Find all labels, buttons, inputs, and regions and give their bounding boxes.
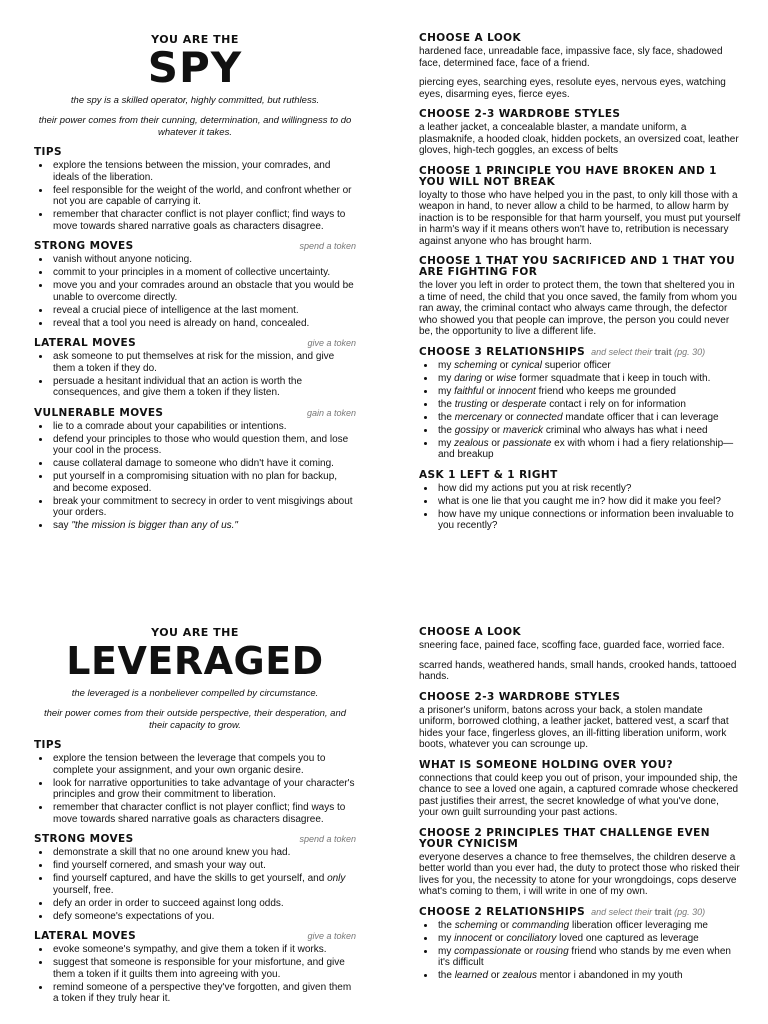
tip-item: • look for narrative opportunities to take advantage of your character's principles and grow their commitment to liberation.	[51, 778, 356, 801]
move-item: • defend your principles to those who would question them, and lose your cool in the process.	[51, 434, 356, 457]
relationship-item: • the trusting or desperate contact i rely on for information	[436, 399, 741, 411]
question-item: • how did my actions put you at risk recently?	[436, 483, 741, 495]
move-item: • remind someone of a perspective they've forgotten, and given them a token if they truly hear it.	[51, 982, 356, 1005]
you-are-the-label: YOU ARE THE	[151, 626, 239, 639]
tip-item: • remember that character conflict is not player conflict; find ways to move towards shared narrative goals as characters disagree.	[51, 209, 356, 232]
holding-heading: WHAT IS SOMEONE HOLDING OVER YOU?	[419, 758, 674, 771]
tips-heading: TIPS	[34, 739, 62, 751]
wardrobe-heading: CHOOSE 2-3 WARDROBE STYLES	[419, 108, 621, 120]
ask-list	[419, 483, 741, 532]
move-item: • evoke someone's sympathy, and give them a token if it works.	[51, 944, 356, 956]
relationships-list	[419, 360, 741, 461]
principle-heading: CHOOSE 1 PRINCIPLE YOU HAVE BROKEN AND 1 YOU WILL NOT BREAK	[419, 164, 717, 188]
relationship-item: • my compassionate or rousing friend who stands by me even when it's difficult	[436, 946, 741, 969]
strong-moves-note: spend a token	[299, 241, 356, 251]
spy-right-column	[419, 0, 741, 533]
principles-heading: CHOOSE 2 PRINCIPLES THAT CHALLENGE EVEN YOUR CYNICISM	[419, 826, 710, 850]
lateral-moves-list	[34, 351, 356, 399]
playbook-power: their power comes from their outside perspective, their desperation, and their capacity to grow.	[43, 708, 347, 731]
question-item: • how have my unique connections or information been invaluable to you recently?	[436, 509, 741, 532]
tips-list	[34, 160, 356, 232]
move-item: • put yourself in a compromising situation with no plan for backup, and become exposed.	[51, 471, 356, 494]
look-hands: scarred hands, weathered hands, small hands, crooked hands, tattooed hands.	[419, 659, 737, 682]
principles-text: everyone deserves a chance to free themselves, the children deserve a better world than you ever had, the duty to protect those who risked their lives for you, the necessity to atone for your wrongdoings, cops deserve what's coming to them, i will write in one of my own.	[419, 851, 740, 897]
principle-text: loyalty to those who have helped you in the past, to only kill those with a weapon in hand, to never allow a child to be harmed, to allow harm by inaction is to be responsible for that harm yourself, you must put yourself in harm's way if it means others won't have to, retribution is necessary against anyone who has brought harm.	[419, 189, 741, 247]
lateral-moves-list	[34, 944, 356, 1005]
strong-moves-note: spend a token	[299, 834, 356, 844]
vulnerable-moves-heading: VULNERABLE MOVES gain a token	[34, 406, 356, 419]
strong-moves-heading: STRONG MOVES spend a token	[34, 240, 356, 252]
relationships-heading: CHOOSE 3 RELATIONSHIPS and select their trait (pg. 30)	[419, 345, 706, 358]
move-item: • say "the mission is bigger than any of us."	[51, 520, 356, 532]
lateral-moves-heading: LATERAL MOVES give a token	[34, 930, 356, 942]
leveraged-header	[34, 627, 356, 731]
wardrobe-heading: CHOOSE 2-3 WARDROBE STYLES	[419, 690, 621, 703]
playbook-title: SPY	[147, 42, 243, 92]
tip-item: • explore the tensions between the mission, your comrades, and ideals of the liberation.	[51, 160, 356, 183]
holding-text: connections that could keep you out of prison, your impounded ship, the chance to see a loved one again, a captured comrade whose checkered past justifies their arrest, the secret knowledge of what you've done, your own guilt surrounding your past actions.	[419, 772, 739, 818]
relationship-item: • the mercenary or connected mandate officer that i can leverage	[436, 412, 741, 424]
lateral-moves-note: give a token	[307, 338, 356, 348]
tips-list	[34, 753, 356, 825]
tips-heading: TIPS	[34, 146, 62, 158]
vulnerable-moves-note: gain a token	[306, 407, 356, 418]
relationship-item: • the learned or zealous mentor i abandoned in my youth	[436, 970, 741, 982]
look-heading: CHOOSE A LOOK	[419, 626, 522, 638]
relationship-item: • the gossipy or maverick criminal who always has what i need	[436, 425, 741, 437]
move-item: • defy an order in order to succeed against long odds.	[51, 898, 356, 910]
move-item: • ask someone to put themselves at risk for the mission, and give them a token if they do.	[51, 351, 356, 374]
wardrobe-text: a leather jacket, a concealable blaster, a mandate uniform, a plasmaknife, a hooded cloak, hidden pockets, an oversized coat, leather gloves, high-tech goggles, an excess of belts	[419, 122, 739, 156]
question-item: • what is one lie that you caught me in? how did it make you feel?	[436, 496, 741, 508]
relationship-item: • my zealous or passionate ex with whom i had a fiery relationship—and breakup	[436, 438, 741, 461]
move-item: • reveal a crucial piece of intelligence at the last moment.	[51, 305, 356, 317]
lateral-moves-note: give a token	[307, 931, 356, 941]
move-item: • reveal that a tool you need is already on hand, concealed.	[51, 318, 356, 330]
relationships-heading: CHOOSE 2 RELATIONSHIPS and select their trait (pg. 30)	[419, 905, 706, 918]
strong-moves-list	[34, 847, 356, 922]
move-item: • demonstrate a skill that no one around knew you had.	[51, 847, 356, 859]
relationship-item: • the scheming or commanding liberation officer leveraging me	[436, 920, 741, 932]
move-item: • find yourself captured, and have the skills to get yourself, and only yourself, free.	[51, 873, 356, 896]
tip-item: • remember that character conflict is not player conflict; find ways to move towards shared narrative goals as characters disagree.	[51, 802, 356, 825]
move-item: • lie to a comrade about your capabilities or intentions.	[51, 421, 356, 433]
you-are-the-label: YOU ARE THE	[151, 33, 239, 46]
look-heading: CHOOSE A LOOK	[419, 32, 522, 44]
leveraged-playbook	[0, 620, 768, 1024]
relationship-item: • my daring or wise former squadmate that i keep in touch with.	[436, 373, 741, 385]
move-item: • defy someone's expectations of you.	[51, 911, 356, 923]
relationships-note: and select their trait (pg. 30)	[591, 906, 706, 917]
relationship-item: • my innocent or conciliatory loved one captured as leverage	[436, 933, 741, 945]
leveraged-left-column	[34, 620, 356, 1006]
sacrificed-heading: CHOOSE 1 THAT YOU SACRIFICED AND 1 THAT YOU ARE FIGHTING FOR	[419, 255, 736, 278]
move-item: • move you and your comrades around an obstacle that you would be unable to overcome directly.	[51, 280, 356, 303]
playbook-tagline: the leveraged is a nonbeliever compelled by circumstance.	[71, 687, 319, 699]
look-faces: hardened face, unreadable face, impassive face, sly face, shadowed face, determined face, face of a friend.	[419, 46, 723, 69]
spy-header	[34, 34, 356, 138]
strong-moves-list	[34, 254, 356, 329]
playbook-tagline: the spy is a skilled operator, highly committed, but ruthless.	[70, 94, 320, 106]
move-item: • cause collateral damage to someone who didn't have it coming.	[51, 458, 356, 470]
playbook-title: LEVERAGED	[66, 638, 324, 683]
spy-left-column	[34, 0, 356, 533]
lateral-moves-heading: LATERAL MOVES give a token	[34, 337, 356, 349]
move-item: • suggest that someone is responsible for your misfortune, and give them a token if it guilts them into agreeing with you.	[51, 957, 356, 980]
quote-text: "the mission is bigger than any of us."	[71, 520, 238, 531]
tip-item: • explore the tension between the leverage that compels you to complete your assignment, and your own organic desire.	[51, 753, 356, 776]
vulnerable-moves-list	[34, 421, 356, 532]
sacrificed-text: the lover you left in order to protect them, the town that sheltered you in a time of need, the child that you once saved, the family from whom you ran away, the criminal contact who always came through, the defector who showed you that people can improve, the person you could never be, the opportunity to live a different life.	[419, 280, 737, 337]
playbook-power: their power comes from their cunning, determination, and willingness to do whatever it takes.	[38, 115, 352, 138]
look-faces: sneering face, pained face, scoffing face, guarded face, worried face.	[419, 640, 725, 651]
leveraged-right-column	[419, 620, 741, 983]
move-item: • commit to your principles in a moment of collective uncertainty.	[51, 267, 356, 279]
relationship-item: • my scheming or cynical superior officer	[436, 360, 741, 372]
move-item: • break your commitment to secrecy in order to vent misgivings about your orders.	[51, 496, 356, 519]
move-item: • find yourself cornered, and smash your way out.	[51, 860, 356, 872]
move-item: • persuade a hesitant individual that an action is worth the consequences, and give them a token if they listen.	[51, 376, 356, 399]
move-item: • vanish without anyone noticing.	[51, 254, 356, 266]
tip-item: • feel responsible for the weight of the world, and confront whether or not you are capable of carrying it.	[51, 185, 356, 208]
ask-heading: ASK 1 LEFT & 1 RIGHT	[419, 468, 558, 481]
wardrobe-text: a prisoner's uniform, batons across your back, a stolen mandate uniform, borrowed clothing, a leather jacket, battered vest, a scarf that hides your face, fingerless gloves, an ill-fitting liberation uniform, work boots, whatever you can scrounge up.	[419, 704, 729, 750]
relationships-list	[419, 920, 741, 982]
strong-moves-heading: STRONG MOVES spend a token	[34, 833, 356, 845]
look-eyes: piercing eyes, searching eyes, resolute eyes, nervous eyes, watching eyes, disarming eyes, fierce eyes.	[419, 77, 726, 100]
relationships-note: and select their trait (pg. 30)	[591, 346, 706, 357]
relationship-item: • my faithful or innocent friend who keeps me grounded	[436, 386, 741, 398]
